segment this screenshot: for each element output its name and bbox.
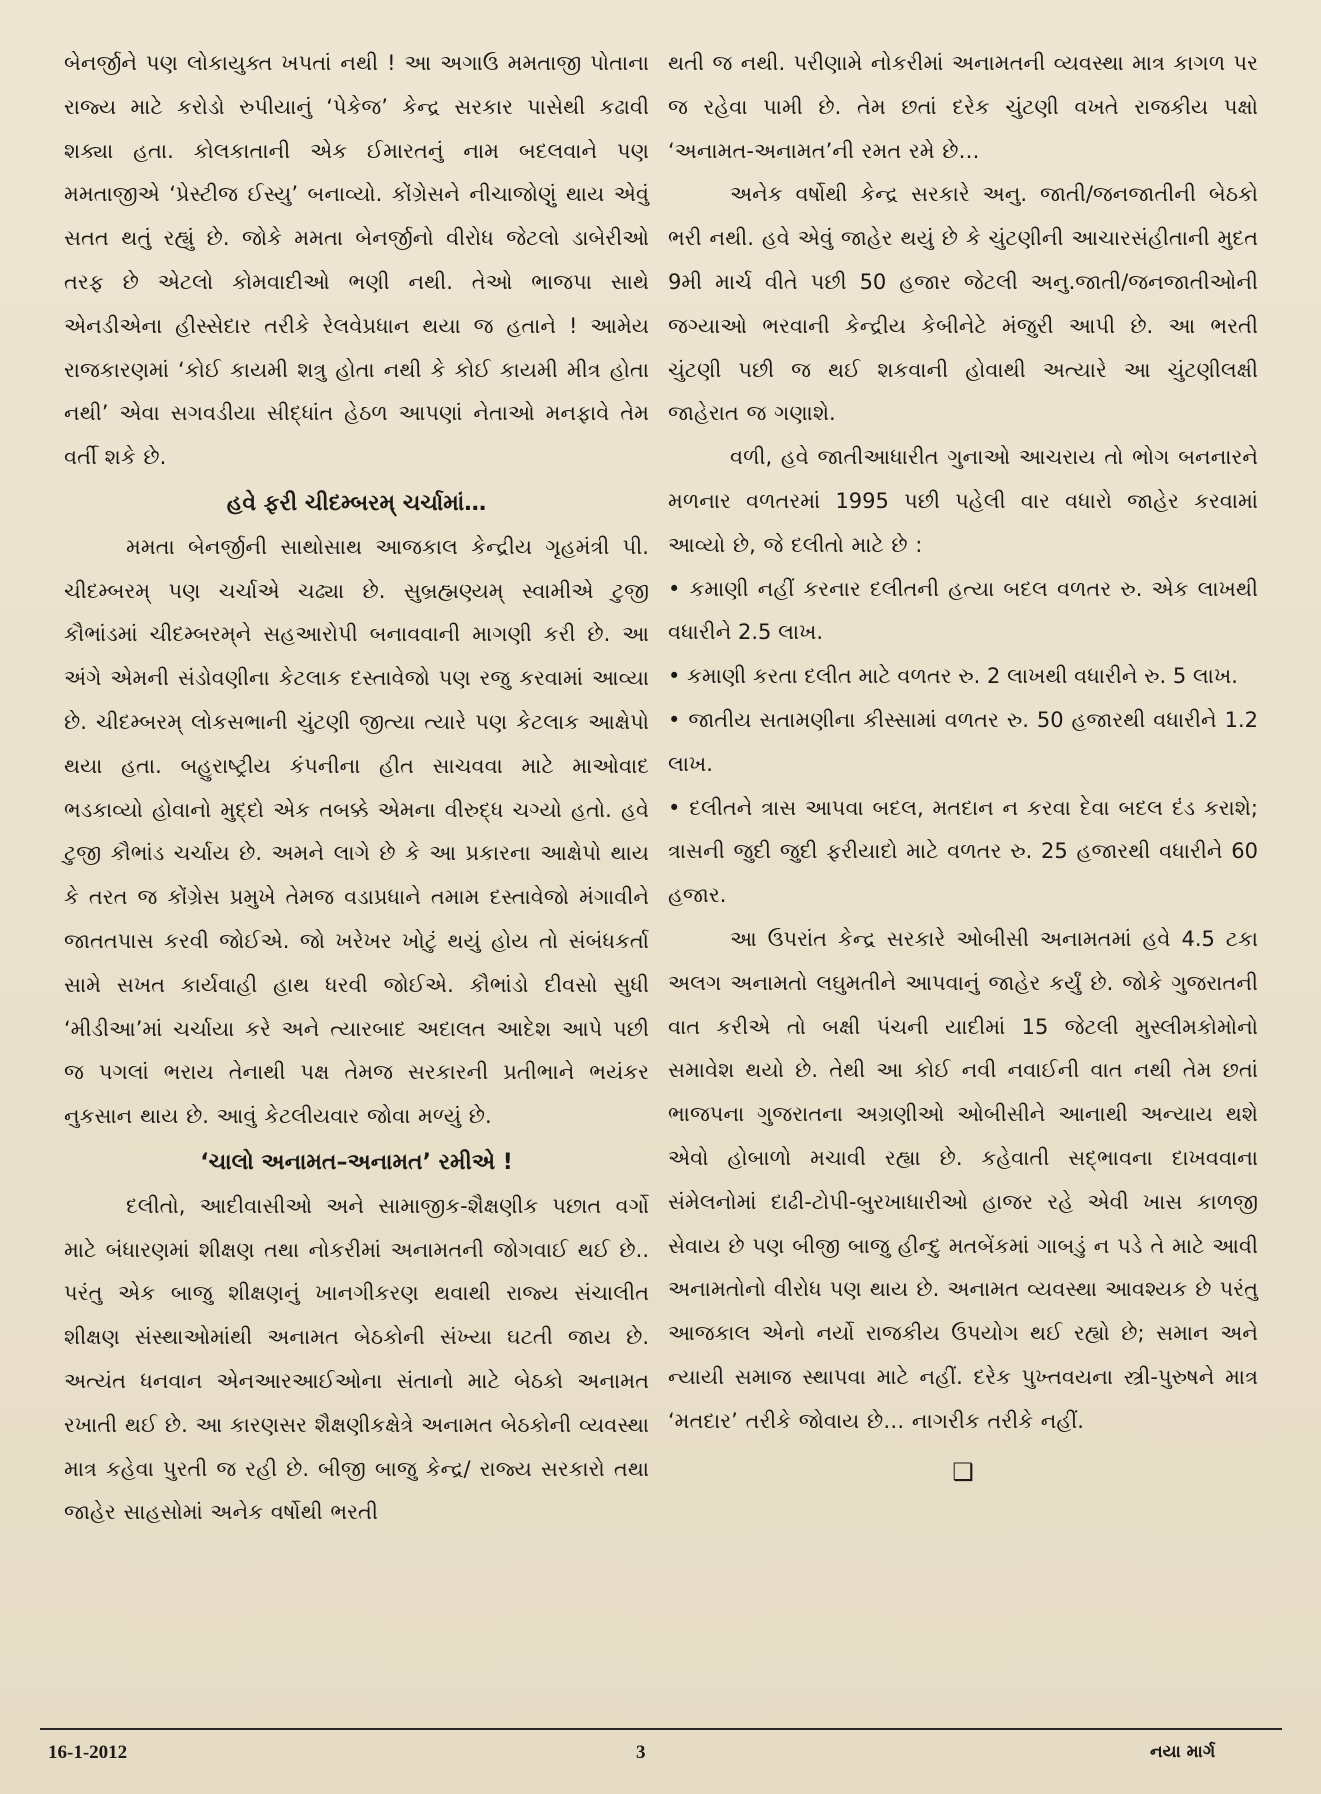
left-para-3: દલીતો, આદીવાસીઓ અને સામાજીક-શૈક્ષણીક પછાત વર્ગો માટે બંધારણમાં શીક્ષણ તથા નોકરીમાં અનામતની જોગવાઈ થઈ છે.. પરંતુ એક બાજુ શીક્ષણનું ખાનગીકરણ થવાથી રાજ્ય સંચાલીત શીક્ષણ સંસ્થાઓમાંથી અનામત બેઠકોની સંખ્યા ઘટતી જાય છે. અત્યંત ધનવાન એનઆરઆઈઓના સંતાનો માટે બેઠકો અનામત રખાતી થઈ છે. આ કારણસર શૈક્ષણીકક્ષેત્રે અનામત બેઠકોની વ્યવસ્થા માત્ર કહેવા પુરતી જ રહી છે. બીજી બાજુ કેન્દ્ર/ રાજ્ય સરકારો તથા જાહેર સાહસોમાં અનેક વર્ષોથી ભરતી: [64, 1193, 649, 1525]
footer-date: 16-1-2012: [48, 1742, 128, 1763]
subheading-anamat: ‘ચાલો અનામત–અનામત’ રમીએ !: [200, 1149, 513, 1175]
right-column: [668, 42, 1258, 1492]
right-para-4: આ ઉપરાંત કેન્દ્ર સરકારે ઓબીસી અનામતમાં હવે 4.5 ટકા અલગ અનામતો લઘુમતીને આપવાનું જાહેર કર્યું છે. જોકે ગુજરાતની વાત કરીએ તો બક્ષી પંચની યાદીમાં 15 જેટલી મુસ્લીમકોમોનો સમાવેશ થયો છે. તેથી આ કોઈ નવી નવાઈની વાત નથી તેમ છતાં ભાજપના ગુજરાતના અગ્રણીઓ ઓબીસીને આનાથી અન્યાય થશે એવો હોબાળો મચાવી રહ્યા છે. કહેવાતી સદ્ભાવના દાખવવાના સંમેલનોમાં દાઢી-ટોપી-બુરખાધારીઓ હાજર રહે એવી ખાસ કાળજી સેવાય છે પણ બીજી બાજુ હીન્દુ મતબેંકમાં ગાબડું ન પડે તે માટે આવી અનામતોનો વીરોધ પણ થાય છે. અનામત વ્યવસ્થા આવશ્યક છે પરંતુ આજકાલ એનો નર્યો રાજકીય ઉપયોગ થઈ રહ્યો છે; સમાન અને ન્યાયી સમાજ સ્થાપવા માટે નહીં. દરેક પુખ્તવયના સ્ત્રી-પુરુષને માત્ર ‘મતદાર’ તરીકે જોવાય છે… નાગરીક તરીકે નહીં.: [668, 926, 1258, 1433]
subheading-chidambaram: હવે ફરી ચીદમ્બરમ્ ચર્ચામાં…: [226, 490, 487, 516]
bullet-item: • જાતીય સતામણીના કીસ્સામાં વળતર રુ. 50 હજારથી વધારીને 1.2 લાખ.: [668, 707, 1258, 776]
right-para-3: વળી, હવે જાતીઆધારીત ગુનાઓ આચરાય તો ભોગ બનનારને મળનાર વળતરમાં 1995 પછી પહેલી વાર વધારો જાહેર કરવામાં આવ્યો છે, જે દલીતો માટે છે :: [668, 445, 1258, 557]
end-of-article-mark: ❑: [952, 1457, 974, 1486]
left-column: [64, 42, 649, 1535]
bullet-item: • કમાણી નહીં કરનાર દલીતની હત્યા બદલ વળતર રુ. એક લાખથી વધારીને 2.5 લાખ.: [668, 576, 1258, 645]
left-para-1: બેનર્જીને પણ લોકાયુક્ત ખપતાં નથી ! આ અગાઉ મમતાજી પોતાના રાજ્ય માટે કરોડો રુપીયાનું ‘પેકેજ’ કેન્દ્ર સરકાર પાસેથી કઢાવી શક્યા હતા. કોલકાતાની એક ઈમારતનું નામ બદલવાને પણ મમતાજીએ ‘પ્રેસ્ટીજ ઈસ્યુ’ બનાવ્યો. કોંગ્રેસને નીચાજોણું થાય એવું સતત થતું રહ્યું છે. જોકે મમતા બેનર્જીનો વીરોધ જેટલો ડાબેરીઓ તરફ છે એટલો કોમવાદીઓ ભણી નથી. તેઓ ભાજપા સાથે એનડીએના હીસ્સેદાર તરીકે રેલવેપ્રધાન થયા જ હતાને ! આમેય રાજકારણમાં ‘કોઈ કાયમી શત્રુ હોતા નથી કે કોઈ કાયમી મીત્ર હોતા નથી’ એવા સગવડીયા સીદ્ધાંત હેઠળ આપણાં નેતાઓ મનફાવે તેમ વર્તી શકે છે.: [64, 51, 649, 470]
right-para-1: થતી જ નથી. પરીણામે નોકરીમાં અનામતની વ્યવસ્થા માત્ર કાગળ પર જ રહેવા પામી છે. તેમ છતાં દરેક ચુંટણી વખતે રાજકીય પક્ષો ‘અનામત-અનામત’ની રમત રમે છે…: [668, 51, 1258, 163]
footer-publication-name: નયા માર્ગ: [1150, 1742, 1216, 1762]
footer-divider: [40, 1728, 1282, 1730]
bullet-item: • કમાણી કરતા દલીત માટે વળતર રુ. 2 લાખથી વધારીને રુ. 5 લાખ.: [668, 664, 1238, 689]
bullet-item: • દલીતને ત્રાસ આપવા બદલ, મતદાન ન કરવા દેવા બદલ દંડ કરાશે; ત્રાસની જુદી જુદી ફરીયાદો માટે વળતર રુ. 25 હજારથી વધારીને 60 હજાર.: [668, 795, 1258, 908]
footer-page-number: 3: [636, 1742, 646, 1763]
left-para-2: મમતા બેનર્જીની સાથોસાથ આજકાલ કેન્દ્રીય ગૃહમંત્રી પી. ચીદમ્બરમ્ પણ ચર્ચાએ ચઢ્યા છે. સુબ્રહ્મણ્યમ્ સ્વામીએ ટુજી કૌભાંડમાં ચીદમ્બરમ્‌ને સહઆરોપી બનાવવાની માગણી કરી છે. આ અંગે એમની સંડોવણીના કેટલાક દસ્તાવેજો પણ રજુ કરવામાં આવ્યા છે. ચીદમ્બરમ્ લોકસભાની ચુંટણી જીત્યા ત્યારે પણ કેટલાક આક્ષેપો થયા હતા. બહુરાષ્ટ્રીય કંપનીના હીત સાચવવા માટે માઓવાદ ભડકાવ્યો હોવાનો મુદ્દો એક તબક્કે એમના વીરુદ્ધ ચગ્યો હતો. હવે ટુજી કૌભાંડ ચર્ચાય છે. અમને લાગે છે કે આ પ્રકારના આક્ષેપો થાય કે તરત જ કોંગ્રેસ પ્રમુખે તેમજ વડાપ્રધાને તમામ દસ્તાવેજો મંગાવીને જાતતપાસ કરવી જોઈએ. જો ખરેખર ખોટું થયું હોય તો સંબંધકર્તા સામે સખત કાર્યવાહી હાથ ધરવી જોઈએ. કૌભાંડો દીવસો સુધી ‘મીડીઆ’માં ચર્ચાયા કરે અને ત્યારબાદ અદાલત આદેશ આપે પછી જ પગલાં ભરાય તેનાથી પક્ષ તેમજ સરકારની પ્રતીભાને ભયંકર નુકસાન થાય છે. આવું કેટલીયવાર જોવા મળ્યું છે.: [64, 534, 649, 1129]
right-para-2: અનેક વર્ષોથી કેન્દ્ર સરકારે અનુ. જાતી/જનજાતીની બેઠકો ભરી નથી. હવે એવું જાહેર થયું છે કે ચુંટણીની આચારસંહીતાની મુદત 9મી માર્ચ વીતે પછી 50 હજાર જેટલી અનુ.જાતી/જનજાતીઓની જગ્યાઓ ભરવાની કેન્દ્રીય કેબીનેટે મંજુરી આપી છે. આ ભરતી ચુંટણી પછી જ થઈ શકવાની હોવાથી અત્યારે આ ચુંટણીલક્ષી જાહેરાત જ ગણાશે.: [668, 182, 1258, 426]
